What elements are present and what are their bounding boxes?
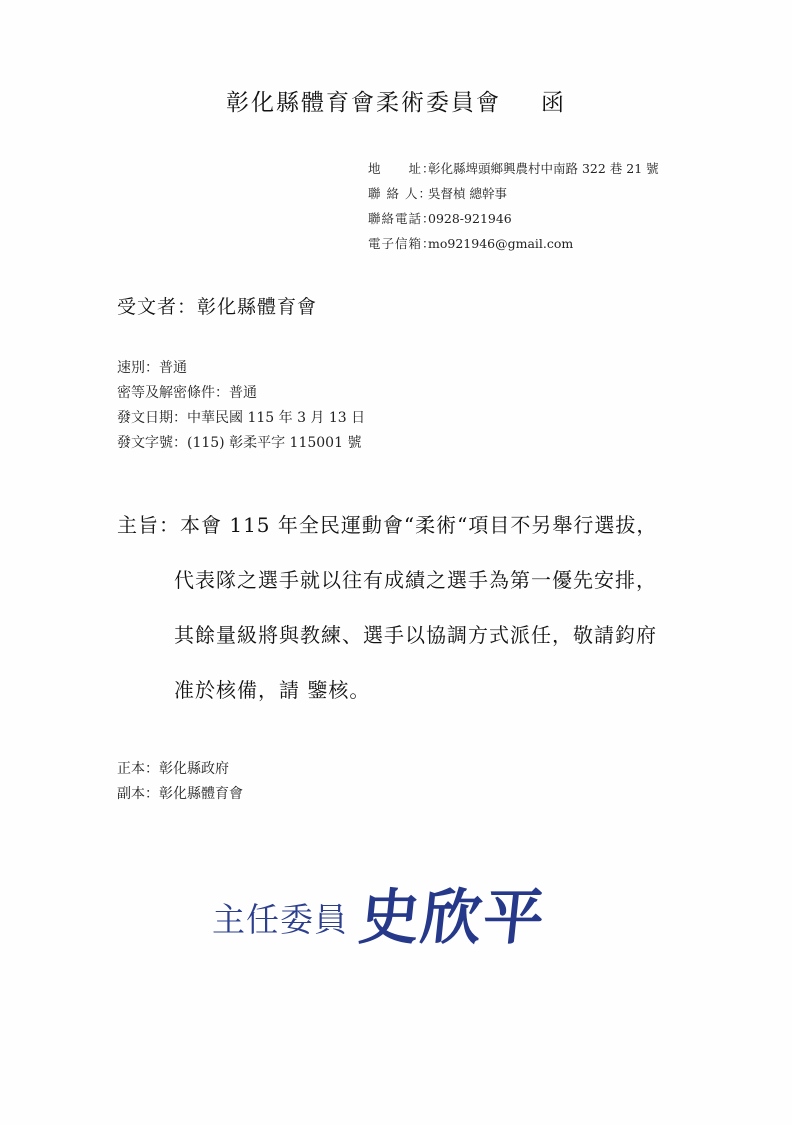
- contact-block: [368, 156, 778, 256]
- subject-line: 代表隊之選手就以往有成績之選手為第一優先安排，: [174, 568, 657, 592]
- signature-stamp: [212, 870, 572, 970]
- phone-label: 聯絡電話：: [368, 211, 436, 226]
- email-value: mo921946@gmail.com: [428, 236, 574, 251]
- distribution-list: [117, 757, 243, 807]
- confidentiality: 密等及解密條件：普通: [117, 385, 257, 401]
- issue-date: 發文日期：中華民國 115 年 3 月 13 日: [117, 410, 366, 426]
- recipient: 受文者：彰化縣體育會: [117, 296, 318, 318]
- subject-line: 其餘量級將與教練、選手以協調方式派任，敬請鈞府: [174, 623, 657, 647]
- document-type: 函: [541, 90, 566, 116]
- subject-block: [117, 510, 757, 730]
- duplicate-copy-recipient: 副本：彰化縣體育會: [117, 786, 243, 802]
- address-value: 彰化縣埤頭鄉興農村中南路 322 巷 21 號: [428, 161, 659, 176]
- contact-email-row: [368, 231, 778, 256]
- urgency: 速別：普通: [117, 360, 187, 376]
- signatory-title: 主任委員: [212, 900, 348, 939]
- organization-name: 彰化縣體育會柔術委員會: [226, 90, 501, 116]
- phone-value: 0928-921946: [428, 211, 512, 226]
- signatory-name: 史欣平: [355, 883, 550, 953]
- document-number: 發文字號：(115) 彰柔平字 115001 號: [117, 435, 362, 451]
- document-meta: [117, 356, 365, 456]
- original-copy-recipient: 正本：彰化縣政府: [117, 761, 229, 777]
- address-label: 地 址：: [368, 161, 436, 176]
- contact-person-row: [368, 181, 778, 206]
- contact-phone-row: [368, 206, 778, 231]
- contact-address-row: [368, 156, 778, 181]
- subject-line: 主旨：本會 115 年全民運動會“柔術“項目不另舉行選拔，: [117, 513, 658, 537]
- contact-person-label: 聯 絡 人：: [368, 186, 432, 201]
- contact-person-value: 吳督楨 總幹事: [428, 186, 507, 201]
- email-label: 電子信箱：: [368, 236, 436, 251]
- subject-line: 准於核備，請 鑒核。: [174, 678, 371, 702]
- document-title: [0, 84, 792, 117]
